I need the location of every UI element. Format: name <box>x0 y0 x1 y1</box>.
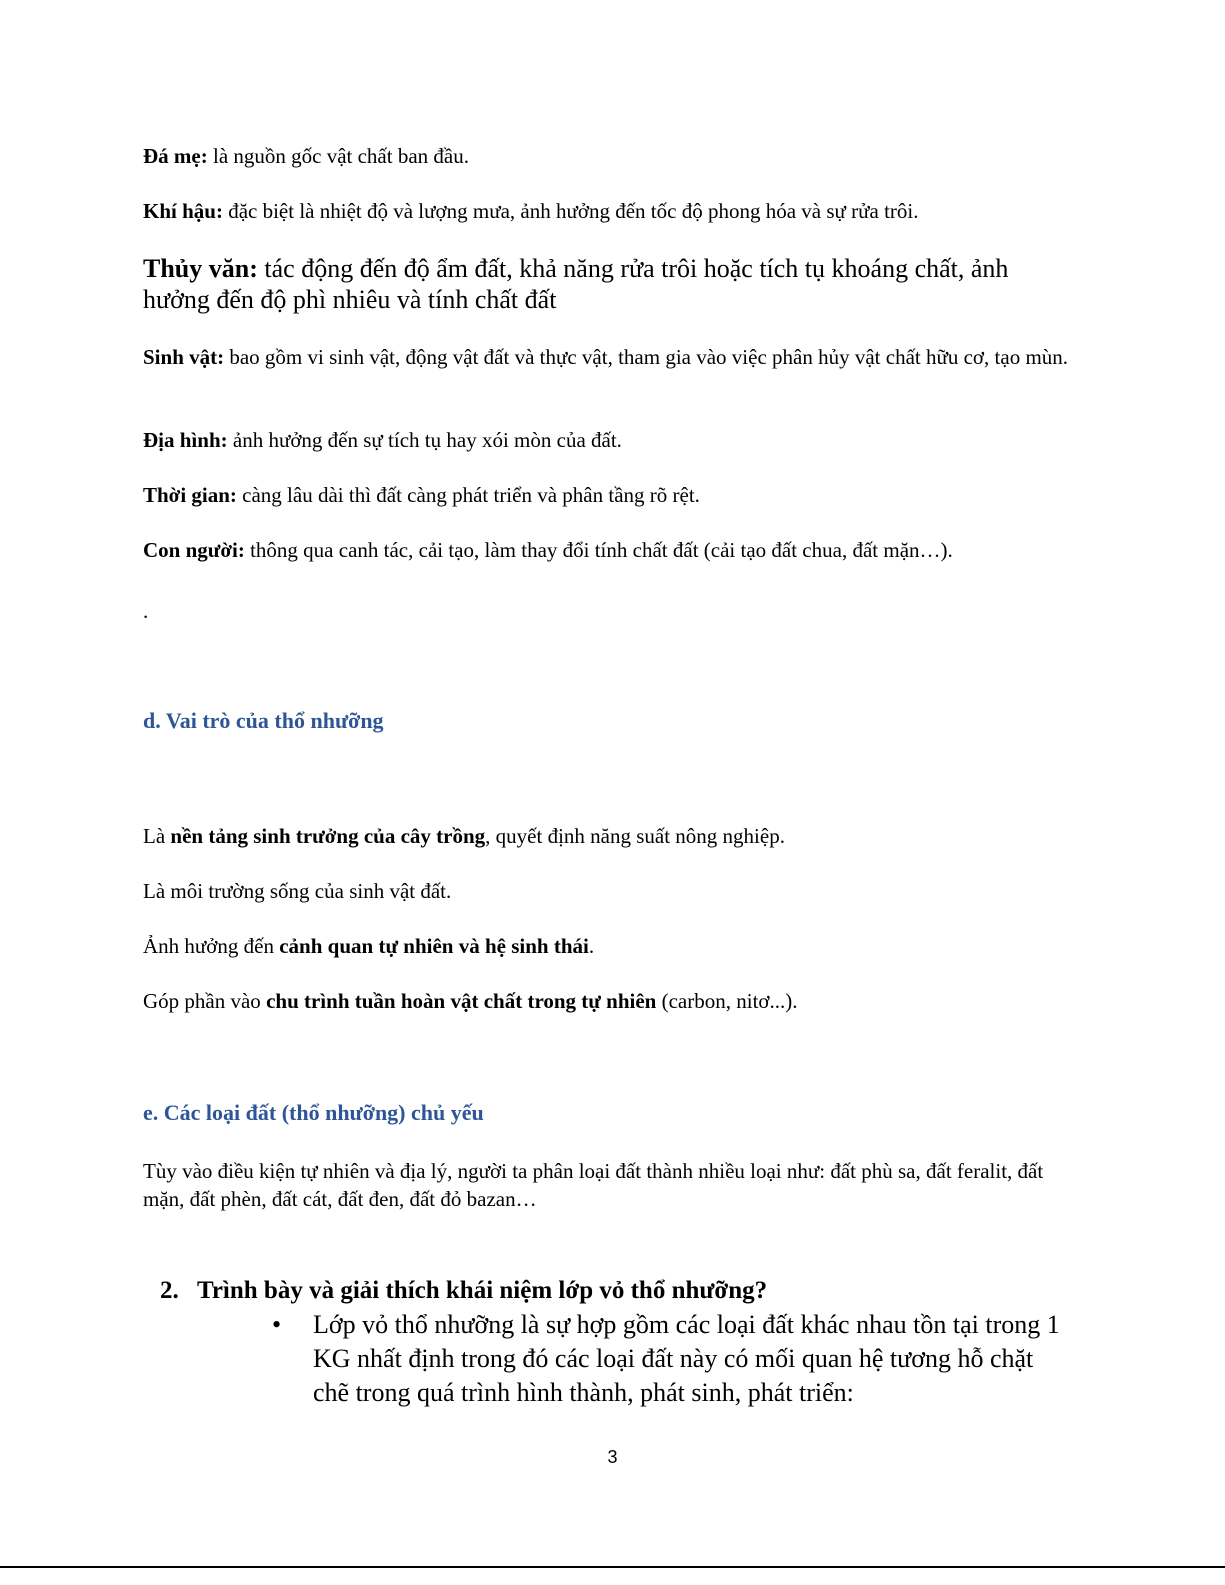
factor-organisms <box>143 343 1073 371</box>
factor-label: Sinh vật: <box>143 345 225 369</box>
factor-label: Thời gian: <box>143 483 237 507</box>
page-bottom-border <box>0 1566 1225 1568</box>
section-d-item: Là môi trường sống của sinh vật đất. <box>143 879 452 903</box>
section-d-item: Là nền tảng sinh trưởng của cây trồng, quyết định năng suất nông nghiệp. <box>143 824 785 848</box>
factor-humans <box>143 536 1073 564</box>
factor-text: đặc biệt là nhiệt độ và lượng mưa, ảnh hưởng đến tốc độ phong hóa và sự rửa trôi. <box>222 199 919 223</box>
question-heading <box>160 1275 1060 1307</box>
question-number: 2. <box>160 1277 179 1304</box>
factor-hydrology <box>143 253 1073 315</box>
bullet-item <box>272 1308 1062 1410</box>
factor-parent-rock <box>143 142 1073 170</box>
factor-text: càng lâu dài thì đất càng phát triển và phân tầng rõ rệt. <box>236 483 700 507</box>
section-e-heading: e. Các loại đất (thổ nhưỡng) chủ yếu <box>143 1100 484 1125</box>
factor-climate <box>143 197 1073 225</box>
section-d-item: Góp phần vào chu trình tuần hoàn vật chất trong tự nhiên (carbon, nitơ...). <box>143 989 798 1013</box>
page-number: 3 <box>607 1447 618 1467</box>
factor-label: Khí hậu: <box>143 199 223 223</box>
factor-text: bao gồm vi sinh vật, động vật đất và thực vật, tham gia vào việc phân hủy vật chất hữu cơ, tạo mùn. <box>224 345 1069 369</box>
factor-text: tác động đến độ ẩm đất, khả năng rửa trôi hoặc tích tụ khoáng chất, ảnh hưởng đến độ phì nhiêu và tính chất đất <box>143 254 1009 314</box>
factor-text: thông qua canh tác, cải tạo, làm thay đổi tính chất đất (cải tạo đất chua, đất mặn…). <box>244 538 953 562</box>
section-d-heading: d. Vai trò của thổ nhưỡng <box>143 708 384 733</box>
factor-label: Con người: <box>143 538 245 562</box>
section-d-item: Ảnh hưởng đến cảnh quan tự nhiên và hệ sinh thái. <box>143 934 595 958</box>
factor-label: Đá mẹ: <box>143 144 208 168</box>
factor-text: ảnh hưởng đến sự tích tụ hay xói mòn của đất. <box>227 428 622 452</box>
stray-dot: . <box>143 599 149 623</box>
factor-time <box>143 481 1073 509</box>
factor-label: Thủy văn: <box>143 254 258 283</box>
bullet-icon: • <box>272 1310 282 1339</box>
factor-label: Địa hình: <box>143 428 228 452</box>
factor-text: là nguồn gốc vật chất ban đầu. <box>207 144 469 168</box>
section-e-text: Tùy vào điều kiện tự nhiên và địa lý, người ta phân loại đất thành nhiều loại như: đất phù sa, đất feralit, đất mặn, đất phèn, đất cát, đất đen, đất đỏ bazan… <box>143 1159 1044 1211</box>
factor-topography <box>143 426 1073 454</box>
question-title: Trình bày và giải thích khái niệm lớp vỏ thổ nhưỡng? <box>197 1277 768 1304</box>
bullet-text: Lớp vỏ thổ nhưỡng là sự hợp gồm các loại đất khác nhau tồn tại trong 1 KG nhất định trong đó các loại đất này có mối quan hệ tương hỗ chặt chẽ trong quá trình hình thành, phát sinh, phát triển: <box>313 1310 1060 1407</box>
